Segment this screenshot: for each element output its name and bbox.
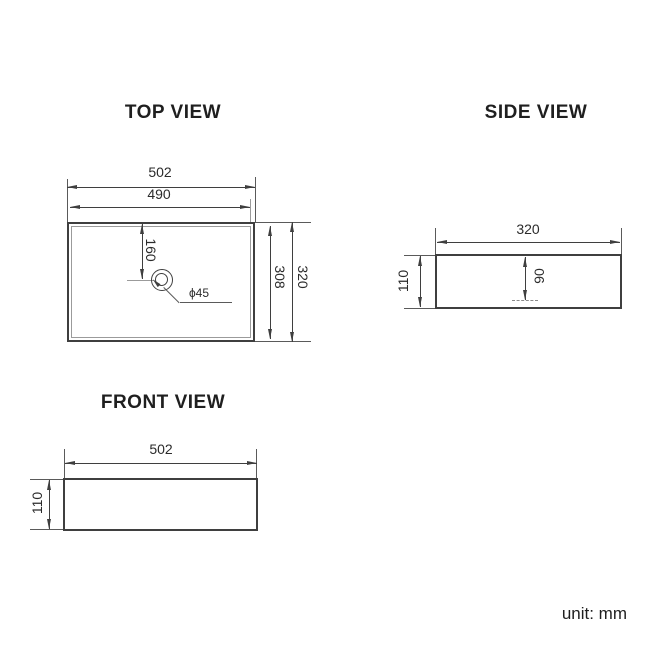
dim-label-top-outer-depth: 320 [295,265,311,289]
extension-line [621,228,622,254]
dim-label-side-depth: 320 [516,221,540,237]
extension-line [255,222,311,223]
dim-label-basin-inner-depth: 90 [531,268,547,284]
dim-line-front-width [65,463,257,464]
dim-label-hole-offset: 160 [143,238,159,262]
unit-note: unit: mm [561,604,627,623]
leader-line-horizontal [180,302,232,303]
hole-center-tick [127,280,154,281]
front-view-rect [63,478,258,531]
side-view-title: SIDE VIEW [484,102,588,123]
basin-bottom-tick [512,300,538,301]
dim-label-top-outer-width: 502 [148,164,172,180]
top-view-title: TOP VIEW [124,102,222,123]
dim-label-top-inner-depth: 308 [272,265,288,289]
extension-line [250,199,251,222]
dim-line-side-height [420,256,421,307]
dim-label-front-width: 502 [149,441,173,457]
dim-label-side-height: 110 [395,269,411,293]
dim-line-front-height [49,480,50,529]
extension-line [404,308,435,309]
dim-label-hole-diameter: ϕ45 [188,286,210,300]
dim-line-side-depth [437,242,620,243]
dim-label-front-height: 110 [29,491,45,515]
extension-line [255,341,311,342]
front-view-title: FRONT VIEW [100,392,226,413]
extension-line [255,177,256,222]
dim-line-top-inner-width [70,207,250,208]
dim-line-top-inner-depth [270,226,271,339]
dim-line-basin-inner-depth [525,257,526,300]
dim-label-top-inner-width: 490 [147,186,171,202]
extension-line [435,228,436,254]
extension-line [30,529,63,530]
dim-line-top-outer-depth [292,222,293,342]
